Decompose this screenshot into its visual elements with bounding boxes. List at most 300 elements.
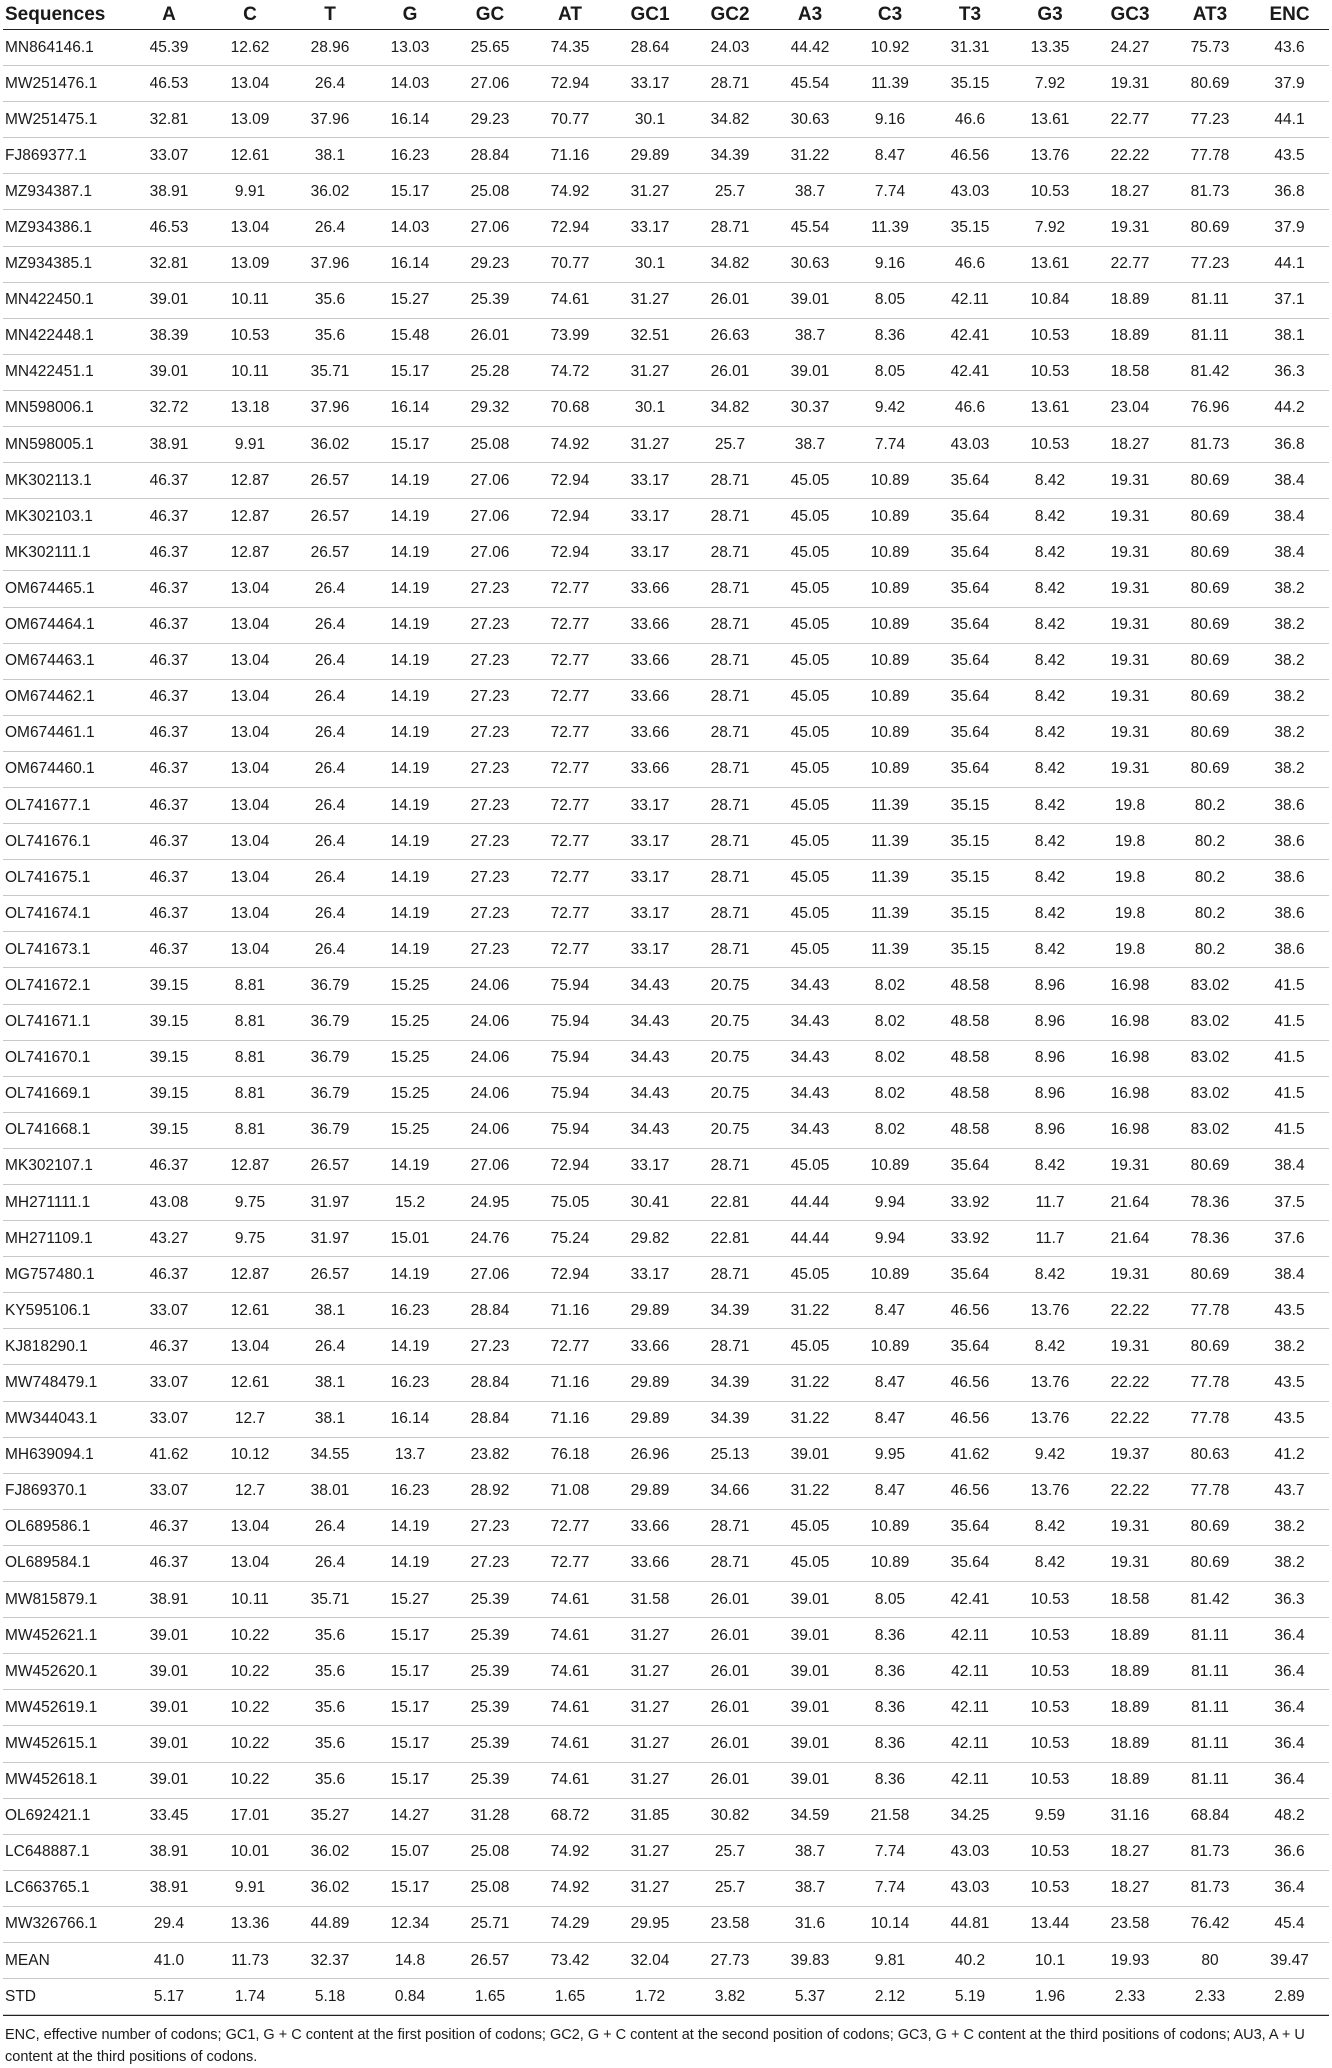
value-cell: 27.06 [450, 1148, 530, 1184]
value-cell: 22.22 [1090, 1293, 1170, 1329]
value-cell: 80.69 [1170, 643, 1250, 679]
value-cell: 28.71 [690, 787, 770, 823]
value-cell: 19.31 [1090, 66, 1170, 102]
value-cell: 70.77 [530, 246, 610, 282]
value-cell: 45.05 [770, 499, 850, 535]
value-cell: 34.43 [610, 1076, 690, 1112]
value-cell: 27.23 [450, 643, 530, 679]
value-cell: 27.23 [450, 896, 530, 932]
value-cell: 18.27 [1090, 1870, 1170, 1906]
value-cell: 77.23 [1170, 102, 1250, 138]
value-cell: 44.44 [770, 1185, 850, 1221]
value-cell: 10.89 [850, 535, 930, 571]
value-cell: 43.03 [930, 1870, 1010, 1906]
value-cell: 31.22 [770, 1473, 850, 1509]
value-cell: 25.13 [690, 1437, 770, 1473]
value-cell: 38.2 [1250, 571, 1329, 607]
value-cell: 42.11 [930, 1726, 1010, 1762]
value-cell: 37.96 [290, 390, 370, 426]
value-cell: 14.19 [370, 1545, 450, 1581]
value-cell: 72.94 [530, 499, 610, 535]
value-cell: 37.9 [1250, 210, 1329, 246]
value-cell: 5.18 [290, 1979, 370, 2015]
value-cell: 38.6 [1250, 824, 1329, 860]
value-cell: 34.82 [690, 390, 770, 426]
value-cell: 19.8 [1090, 787, 1170, 823]
column-header: C [210, 0, 290, 30]
value-cell: 10.22 [210, 1618, 290, 1654]
value-cell: 10.01 [210, 1834, 290, 1870]
value-cell: 33.17 [610, 463, 690, 499]
table-row [3, 643, 1329, 679]
table-row [3, 1293, 1329, 1329]
value-cell: 46.37 [128, 607, 210, 643]
sequence-id-cell: MK302107.1 [3, 1148, 128, 1184]
value-cell: 36.79 [290, 968, 370, 1004]
value-cell: 80.69 [1170, 751, 1250, 787]
value-cell: 80.69 [1170, 1148, 1250, 1184]
value-cell: 83.02 [1170, 968, 1250, 1004]
value-cell: 28.71 [690, 1545, 770, 1581]
value-cell: 33.17 [610, 1148, 690, 1184]
value-cell: 39.15 [128, 968, 210, 1004]
value-cell: 46.6 [930, 390, 1010, 426]
value-cell: 14.19 [370, 607, 450, 643]
value-cell: 37.96 [290, 102, 370, 138]
value-cell: 35.64 [930, 571, 1010, 607]
value-cell: 28.71 [690, 66, 770, 102]
value-cell: 28.71 [690, 210, 770, 246]
sequence-id-cell: MW251475.1 [3, 102, 128, 138]
value-cell: 28.64 [610, 30, 690, 66]
value-cell: 30.1 [610, 102, 690, 138]
value-cell: 31.27 [610, 1654, 690, 1690]
sequence-id-cell: OL689586.1 [3, 1509, 128, 1545]
value-cell: 41.62 [930, 1437, 1010, 1473]
value-cell: 25.39 [450, 1762, 530, 1798]
value-cell: 81.11 [1170, 1726, 1250, 1762]
value-cell: 46.37 [128, 499, 210, 535]
value-cell: 72.77 [530, 643, 610, 679]
value-cell: 26.57 [450, 1942, 530, 1978]
value-cell: 12.87 [210, 535, 290, 571]
value-cell: 10.53 [1010, 174, 1090, 210]
value-cell: 45.05 [770, 824, 850, 860]
value-cell: 24.06 [450, 1112, 530, 1148]
value-cell: 27.23 [450, 932, 530, 968]
value-cell: 45.05 [770, 1148, 850, 1184]
value-cell: 25.08 [450, 1870, 530, 1906]
sequence-id-cell: MZ934387.1 [3, 174, 128, 210]
value-cell: 23.82 [450, 1437, 530, 1473]
value-cell: 81.73 [1170, 1834, 1250, 1870]
value-cell: 46.6 [930, 246, 1010, 282]
value-cell: 25.7 [690, 1834, 770, 1870]
sequence-id-cell: MN864146.1 [3, 30, 128, 66]
value-cell: 15.17 [370, 1870, 450, 1906]
value-cell: 10.53 [1010, 318, 1090, 354]
sequence-id-cell: MK302111.1 [3, 535, 128, 571]
value-cell: 24.27 [1090, 30, 1170, 66]
sequence-id-cell: MZ934385.1 [3, 246, 128, 282]
value-cell: 26.01 [690, 1654, 770, 1690]
value-cell: 35.64 [930, 499, 1010, 535]
value-cell: 25.39 [450, 1582, 530, 1618]
value-cell: 26.63 [690, 318, 770, 354]
value-cell: 14.19 [370, 1329, 450, 1365]
value-cell: 32.81 [128, 246, 210, 282]
value-cell: 8.36 [850, 1762, 930, 1798]
value-cell: 15.25 [370, 1040, 450, 1076]
value-cell: 12.87 [210, 463, 290, 499]
value-cell: 16.14 [370, 102, 450, 138]
value-cell: 72.77 [530, 715, 610, 751]
value-cell: 11.39 [850, 860, 930, 896]
value-cell: 83.02 [1170, 1004, 1250, 1040]
value-cell: 35.64 [930, 643, 1010, 679]
value-cell: 26.4 [290, 787, 370, 823]
value-cell: 45.05 [770, 571, 850, 607]
value-cell: 13.76 [1010, 1473, 1090, 1509]
value-cell: 16.23 [370, 1473, 450, 1509]
value-cell: 35.27 [290, 1798, 370, 1834]
value-cell: 14.19 [370, 499, 450, 535]
value-cell: 46.37 [128, 1329, 210, 1365]
sequence-id-cell: OL741676.1 [3, 824, 128, 860]
value-cell: 35.64 [930, 463, 1010, 499]
value-cell: 12.87 [210, 1257, 290, 1293]
value-cell: 80.69 [1170, 499, 1250, 535]
value-cell: 43.5 [1250, 1293, 1329, 1329]
value-cell: 8.05 [850, 354, 930, 390]
value-cell: 72.77 [530, 1329, 610, 1365]
value-cell: 32.81 [128, 102, 210, 138]
value-cell: 0.84 [370, 1979, 450, 2015]
value-cell: 14.19 [370, 463, 450, 499]
value-cell: 24.06 [450, 1040, 530, 1076]
value-cell: 34.55 [290, 1437, 370, 1473]
value-cell: 25.65 [450, 30, 530, 66]
value-cell: 32.72 [128, 390, 210, 426]
value-cell: 35.15 [930, 824, 1010, 860]
value-cell: 39.01 [770, 1654, 850, 1690]
value-cell: 29.89 [610, 1293, 690, 1329]
table-row [3, 390, 1329, 426]
value-cell: 35.15 [930, 860, 1010, 896]
value-cell: 35.6 [290, 1654, 370, 1690]
value-cell: 75.05 [530, 1185, 610, 1221]
value-cell: 11.73 [210, 1942, 290, 1978]
value-cell: 8.42 [1010, 896, 1090, 932]
value-cell: 75.94 [530, 1004, 610, 1040]
sequence-id-cell: MEAN [3, 1942, 128, 1978]
table-header [3, 0, 1329, 30]
value-cell: 77.23 [1170, 246, 1250, 282]
value-cell: 9.59 [1010, 1798, 1090, 1834]
value-cell: 46.56 [930, 1473, 1010, 1509]
value-cell: 13.04 [210, 210, 290, 246]
value-cell: 5.19 [930, 1979, 1010, 2015]
value-cell: 8.96 [1010, 1040, 1090, 1076]
value-cell: 46.56 [930, 1293, 1010, 1329]
value-cell: 13.76 [1010, 1293, 1090, 1329]
value-cell: 9.75 [210, 1221, 290, 1257]
value-cell: 28.71 [690, 607, 770, 643]
value-cell: 36.4 [1250, 1762, 1329, 1798]
value-cell: 37.9 [1250, 66, 1329, 102]
value-cell: 15.17 [370, 1690, 450, 1726]
value-cell: 26.57 [290, 1257, 370, 1293]
value-cell: 28.71 [690, 499, 770, 535]
value-cell: 81.11 [1170, 1654, 1250, 1690]
value-cell: 38.6 [1250, 896, 1329, 932]
table-row [3, 896, 1329, 932]
value-cell: 8.42 [1010, 751, 1090, 787]
value-cell: 8.81 [210, 1076, 290, 1112]
value-cell: 75.94 [530, 968, 610, 1004]
value-cell: 28.71 [690, 1257, 770, 1293]
value-cell: 33.17 [610, 896, 690, 932]
value-cell: 26.4 [290, 715, 370, 751]
sequence-id-cell: MW452620.1 [3, 1654, 128, 1690]
table-row [3, 210, 1329, 246]
value-cell: 10.22 [210, 1726, 290, 1762]
value-cell: 34.43 [770, 968, 850, 1004]
value-cell: 39.01 [128, 354, 210, 390]
value-cell: 10.89 [850, 571, 930, 607]
value-cell: 33.92 [930, 1221, 1010, 1257]
value-cell: 13.04 [210, 571, 290, 607]
value-cell: 10.89 [850, 1545, 930, 1581]
value-cell: 26.57 [290, 499, 370, 535]
value-cell: 80.69 [1170, 535, 1250, 571]
value-cell: 48.58 [930, 1076, 1010, 1112]
sequence-id-cell: OL741668.1 [3, 1112, 128, 1148]
value-cell: 14.8 [370, 1942, 450, 1978]
value-cell: 38.91 [128, 1834, 210, 1870]
value-cell: 15.07 [370, 1834, 450, 1870]
value-cell: 74.92 [530, 174, 610, 210]
value-cell: 34.66 [690, 1473, 770, 1509]
value-cell: 43.5 [1250, 138, 1329, 174]
value-cell: 14.19 [370, 824, 450, 860]
value-cell: 14.19 [370, 932, 450, 968]
sequence-id-cell: MK302103.1 [3, 499, 128, 535]
value-cell: 12.34 [370, 1906, 450, 1942]
column-header: C3 [850, 0, 930, 30]
value-cell: 13.36 [210, 1906, 290, 1942]
value-cell: 38.7 [770, 427, 850, 463]
value-cell: 8.05 [850, 1582, 930, 1618]
value-cell: 19.31 [1090, 463, 1170, 499]
table-row [3, 1545, 1329, 1581]
value-cell: 10.22 [210, 1690, 290, 1726]
sequence-id-cell: MW251476.1 [3, 66, 128, 102]
value-cell: 72.77 [530, 571, 610, 607]
value-cell: 27.23 [450, 1509, 530, 1545]
value-cell: 35.6 [290, 1762, 370, 1798]
value-cell: 80.63 [1170, 1437, 1250, 1473]
value-cell: 8.42 [1010, 1545, 1090, 1581]
value-cell: 42.41 [930, 354, 1010, 390]
value-cell: 77.78 [1170, 138, 1250, 174]
value-cell: 8.96 [1010, 1004, 1090, 1040]
value-cell: 30.82 [690, 1798, 770, 1834]
value-cell: 21.58 [850, 1798, 930, 1834]
value-cell: 22.22 [1090, 1365, 1170, 1401]
value-cell: 38.2 [1250, 679, 1329, 715]
value-cell: 8.05 [850, 282, 930, 318]
value-cell: 81.42 [1170, 354, 1250, 390]
value-cell: 16.98 [1090, 1040, 1170, 1076]
value-cell: 8.36 [850, 1726, 930, 1762]
value-cell: 38.1 [1250, 318, 1329, 354]
value-cell: 10.53 [210, 318, 290, 354]
value-cell: 19.31 [1090, 751, 1170, 787]
value-cell: 16.98 [1090, 968, 1170, 1004]
value-cell: 23.58 [690, 1906, 770, 1942]
value-cell: 15.17 [370, 427, 450, 463]
sequence-id-cell: MW452618.1 [3, 1762, 128, 1798]
value-cell: 72.77 [530, 932, 610, 968]
value-cell: 46.37 [128, 715, 210, 751]
table-row [3, 1726, 1329, 1762]
value-cell: 13.04 [210, 824, 290, 860]
value-cell: 38.4 [1250, 1257, 1329, 1293]
value-cell: 38.91 [128, 427, 210, 463]
value-cell: 70.68 [530, 390, 610, 426]
value-cell: 34.59 [770, 1798, 850, 1834]
value-cell: 33.66 [610, 715, 690, 751]
sequence-id-cell: OL741670.1 [3, 1040, 128, 1076]
value-cell: 80.69 [1170, 1329, 1250, 1365]
value-cell: 25.08 [450, 427, 530, 463]
value-cell: 18.27 [1090, 174, 1170, 210]
value-cell: 10.14 [850, 1906, 930, 1942]
value-cell: 8.42 [1010, 715, 1090, 751]
value-cell: 15.17 [370, 354, 450, 390]
column-header: GC [450, 0, 530, 30]
value-cell: 45.05 [770, 1509, 850, 1545]
value-cell: 8.42 [1010, 824, 1090, 860]
value-cell: 45.05 [770, 607, 850, 643]
value-cell: 80.69 [1170, 607, 1250, 643]
value-cell: 33.07 [128, 1473, 210, 1509]
value-cell: 35.64 [930, 1545, 1010, 1581]
value-cell: 83.02 [1170, 1112, 1250, 1148]
value-cell: 8.42 [1010, 1257, 1090, 1293]
value-cell: 81.73 [1170, 427, 1250, 463]
value-cell: 15.48 [370, 318, 450, 354]
value-cell: 35.71 [290, 354, 370, 390]
table-row [3, 1329, 1329, 1365]
value-cell: 38.91 [128, 1582, 210, 1618]
value-cell: 46.37 [128, 824, 210, 860]
value-cell: 9.91 [210, 1870, 290, 1906]
value-cell: 33.17 [610, 535, 690, 571]
value-cell: 35.64 [930, 751, 1010, 787]
value-cell: 38.7 [770, 1834, 850, 1870]
value-cell: 19.8 [1090, 896, 1170, 932]
value-cell: 38.1 [290, 138, 370, 174]
value-cell: 23.04 [1090, 390, 1170, 426]
value-cell: 8.42 [1010, 535, 1090, 571]
value-cell: 43.6 [1250, 30, 1329, 66]
value-cell: 27.23 [450, 787, 530, 823]
value-cell: 33.66 [610, 679, 690, 715]
value-cell: 7.92 [1010, 210, 1090, 246]
value-cell: 11.7 [1010, 1185, 1090, 1221]
value-cell: 43.03 [930, 1834, 1010, 1870]
sequence-id-cell: MN598006.1 [3, 390, 128, 426]
value-cell: 80.69 [1170, 1545, 1250, 1581]
value-cell: 10.89 [850, 751, 930, 787]
value-cell: 27.23 [450, 1329, 530, 1365]
value-cell: 26.01 [690, 354, 770, 390]
value-cell: 46.37 [128, 896, 210, 932]
value-cell: 19.31 [1090, 571, 1170, 607]
value-cell: 35.64 [930, 1257, 1010, 1293]
sequence-id-cell: MW452619.1 [3, 1690, 128, 1726]
value-cell: 72.77 [530, 860, 610, 896]
value-cell: 46.56 [930, 1401, 1010, 1437]
value-cell: 39.01 [128, 1654, 210, 1690]
value-cell: 46.37 [128, 860, 210, 896]
value-cell: 21.64 [1090, 1221, 1170, 1257]
value-cell: 33.66 [610, 1329, 690, 1365]
value-cell: 12.87 [210, 499, 290, 535]
sequence-id-cell: MN422450.1 [3, 282, 128, 318]
value-cell: 27.06 [450, 463, 530, 499]
value-cell: 22.81 [690, 1221, 770, 1257]
sequence-id-cell: KY595106.1 [3, 1293, 128, 1329]
table-row [3, 246, 1329, 282]
value-cell: 28.84 [450, 1365, 530, 1401]
value-cell: 72.77 [530, 751, 610, 787]
value-cell: 28.71 [690, 679, 770, 715]
value-cell: 34.82 [690, 246, 770, 282]
value-cell: 26.4 [290, 679, 370, 715]
value-cell: 46.37 [128, 535, 210, 571]
value-cell: 38.01 [290, 1473, 370, 1509]
value-cell: 19.31 [1090, 607, 1170, 643]
value-cell: 19.37 [1090, 1437, 1170, 1473]
value-cell: 8.42 [1010, 787, 1090, 823]
value-cell: 13.04 [210, 751, 290, 787]
value-cell: 38.7 [770, 1870, 850, 1906]
value-cell: 36.6 [1250, 1834, 1329, 1870]
value-cell: 39.01 [770, 354, 850, 390]
value-cell: 39.83 [770, 1942, 850, 1978]
table-row [3, 679, 1329, 715]
value-cell: 83.02 [1170, 1040, 1250, 1076]
value-cell: 13.03 [370, 30, 450, 66]
value-cell: 1.65 [450, 1979, 530, 2015]
value-cell: 38.2 [1250, 607, 1329, 643]
value-cell: 37.96 [290, 246, 370, 282]
value-cell: 27.73 [690, 1942, 770, 1978]
value-cell: 28.71 [690, 535, 770, 571]
value-cell: 8.02 [850, 1076, 930, 1112]
column-header: ENC [1250, 0, 1329, 30]
value-cell: 27.06 [450, 499, 530, 535]
column-header: GC1 [610, 0, 690, 30]
value-cell: 7.74 [850, 1870, 930, 1906]
value-cell: 76.18 [530, 1437, 610, 1473]
value-cell: 48.58 [930, 968, 1010, 1004]
value-cell: 38.4 [1250, 535, 1329, 571]
value-cell: 36.4 [1250, 1870, 1329, 1906]
